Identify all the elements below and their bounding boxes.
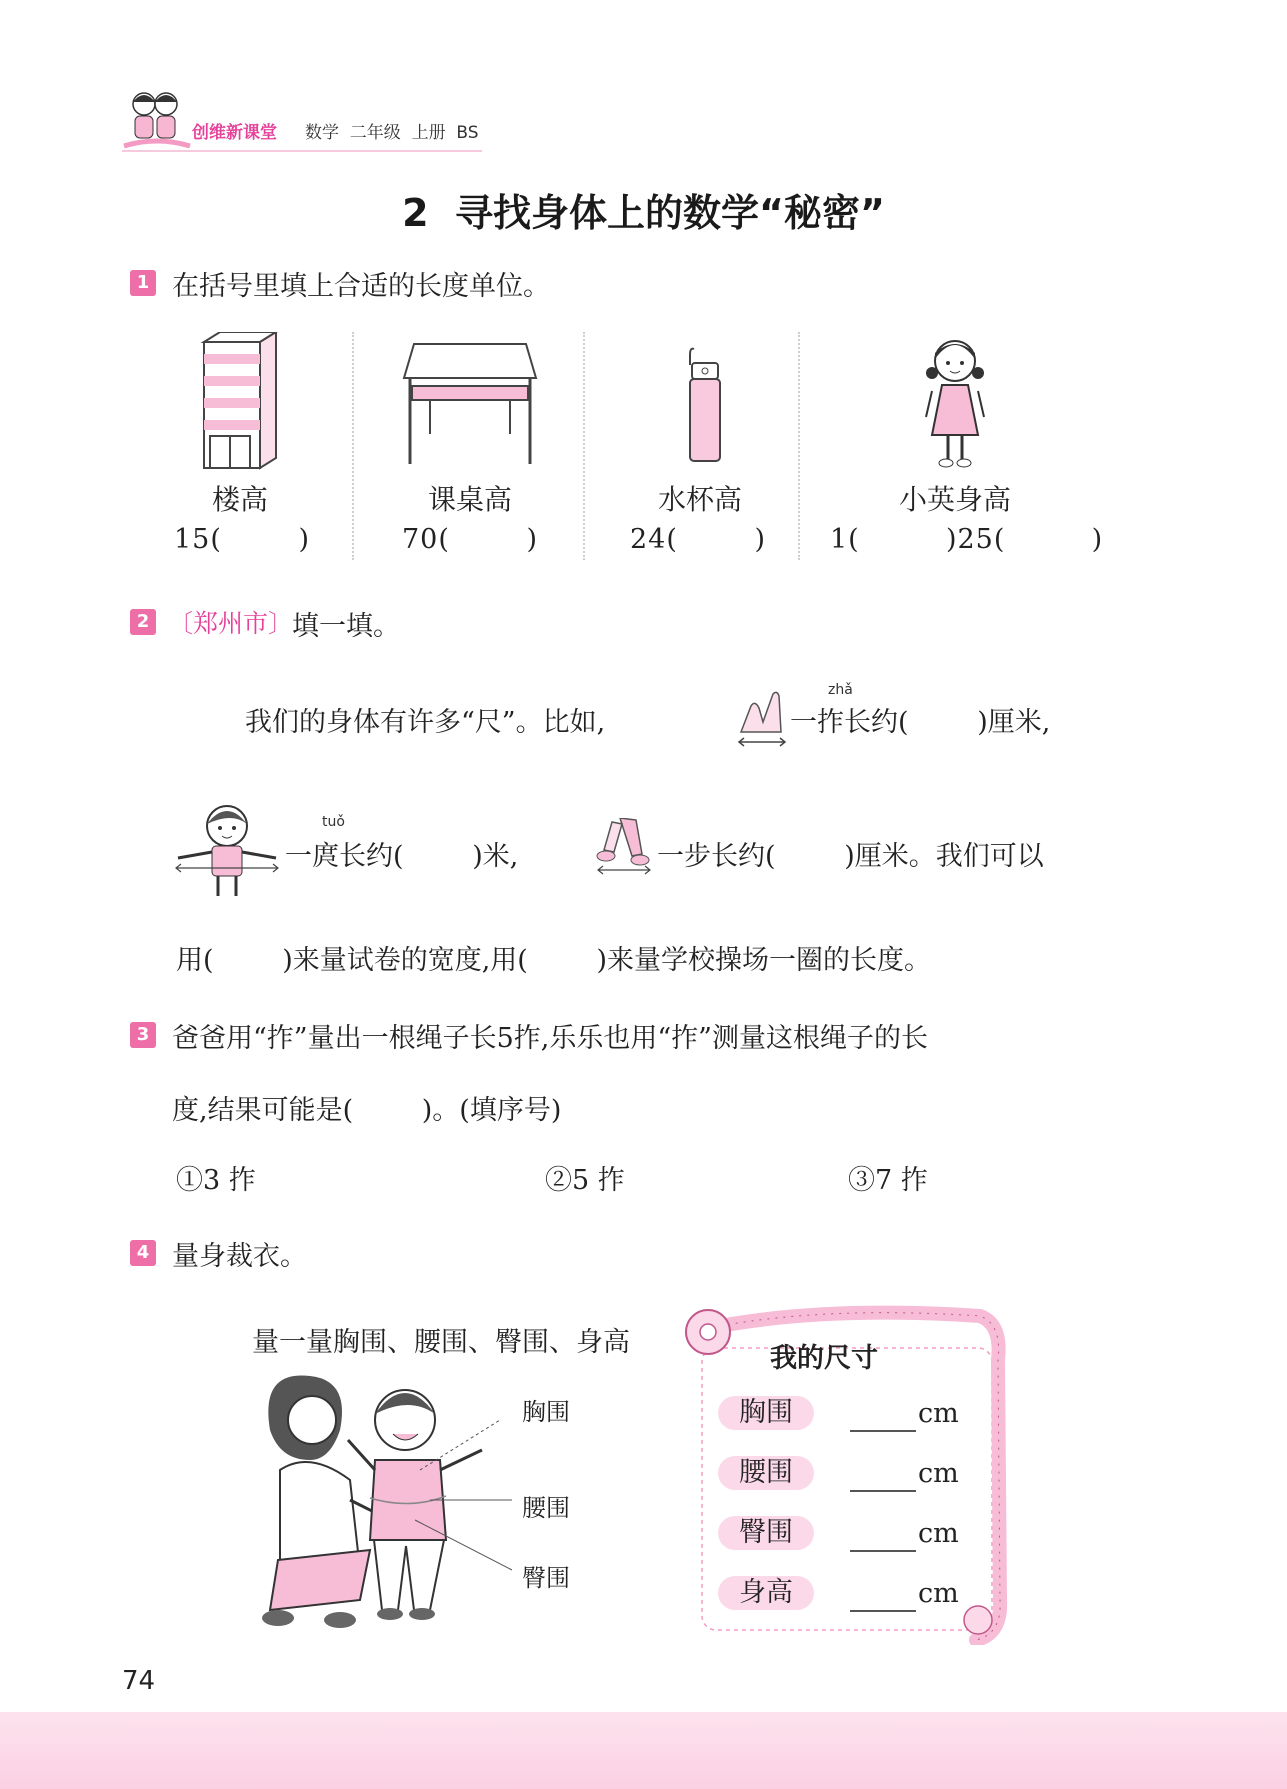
question-4-text: 量身裁衣。 xyxy=(172,1241,307,1272)
question-2-source: 〔郑州市〕 xyxy=(168,609,294,638)
item-label-height: 小英身高 xyxy=(898,483,1011,516)
answer-cup[interactable]: 24( ) xyxy=(630,524,767,555)
question-3-line2[interactable]: 度,结果可能是( )。(填序号) xyxy=(172,1095,562,1126)
unit-chest: cm xyxy=(918,1398,959,1429)
girl-xiaoying-icon xyxy=(920,335,990,470)
q2-line2-part1[interactable]: 一庹长约( )米, xyxy=(285,841,519,872)
option-2[interactable]: ②5 拃 xyxy=(545,1165,625,1196)
input-hip[interactable] xyxy=(850,1522,916,1552)
column-separator xyxy=(352,332,354,560)
size-label-chest: 胸围 xyxy=(718,1396,814,1430)
question-3-number: 3 xyxy=(130,1022,156,1048)
callout-waist: 腰围 xyxy=(522,1494,570,1522)
q2-line1-part1: 我们的身体有许多“尺”。比如, xyxy=(245,707,606,738)
q2-line3[interactable]: 用( )来量试卷的宽度,用( )来量学校操场一圈的长度。 xyxy=(176,945,932,976)
desk-icon xyxy=(400,342,540,467)
header-divider xyxy=(122,150,482,152)
footer-band xyxy=(0,1712,1287,1789)
boy-arm-span-icon xyxy=(172,800,282,900)
measure-instruction: 量一量胸围、腰围、臀围、身高 xyxy=(252,1327,630,1358)
unit-height: cm xyxy=(918,1578,959,1609)
hand-span-icon xyxy=(735,688,789,748)
q2-line1-part2[interactable]: 一拃长约( )厘米, xyxy=(790,707,1051,738)
size-label-hip: 臀围 xyxy=(718,1516,814,1550)
input-waist[interactable] xyxy=(850,1462,916,1492)
pinyin-zha: zhǎ xyxy=(828,682,853,698)
answer-desk[interactable]: 70( ) xyxy=(402,524,539,555)
page-number: 74 xyxy=(122,1666,156,1696)
input-chest[interactable] xyxy=(850,1402,916,1432)
question-1-text: 在括号里填上合适的长度单位。 xyxy=(172,271,550,302)
column-separator xyxy=(798,332,800,560)
pinyin-tuo: tuǒ xyxy=(322,814,345,830)
size-label-waist: 腰围 xyxy=(718,1456,814,1490)
callout-hip: 臀围 xyxy=(522,1564,570,1592)
answer-building[interactable]: 15( ) xyxy=(174,524,311,555)
option-1[interactable]: ①3 拃 xyxy=(176,1165,256,1196)
brand-name: 创维新课堂 xyxy=(192,123,277,143)
option-3[interactable]: ③7 拃 xyxy=(848,1165,928,1196)
walking-step-icon xyxy=(592,818,656,880)
unit-waist: cm xyxy=(918,1458,959,1489)
book-info: 数学 二年级 上册 BS xyxy=(305,123,479,143)
card-title: 我的尺寸 xyxy=(770,1343,878,1374)
input-height[interactable] xyxy=(850,1582,916,1612)
item-label-building: 楼高 xyxy=(211,483,268,516)
mother-measuring-boy-illustration xyxy=(250,1370,690,1630)
question-2-number: 2 xyxy=(130,609,156,635)
question-3-line1: 爸爸用“拃”量出一根绳子长5拃,乐乐也用“拃”测量这根绳子的长 xyxy=(172,1023,928,1054)
callout-chest: 胸围 xyxy=(522,1398,570,1426)
column-separator xyxy=(583,332,585,560)
question-4-number: 4 xyxy=(130,1240,156,1266)
building-icon xyxy=(200,332,280,472)
question-2-text: 填一填。 xyxy=(292,611,400,642)
unit-hip: cm xyxy=(918,1518,959,1549)
item-label-desk: 课桌高 xyxy=(427,483,512,516)
question-1-number: 1 xyxy=(130,270,156,296)
page-title: 2 寻找身体上的数学“秘密” xyxy=(402,191,885,235)
kids-logo-icon xyxy=(122,86,192,156)
answer-girl-height[interactable]: 1( )25( ) xyxy=(830,524,1104,555)
water-bottle-icon xyxy=(680,345,730,465)
size-label-height: 身高 xyxy=(718,1576,814,1610)
q2-line2-part2[interactable]: 一步长约( )厘米。我们可以 xyxy=(657,841,1044,872)
item-label-cup: 水杯高 xyxy=(657,483,742,516)
